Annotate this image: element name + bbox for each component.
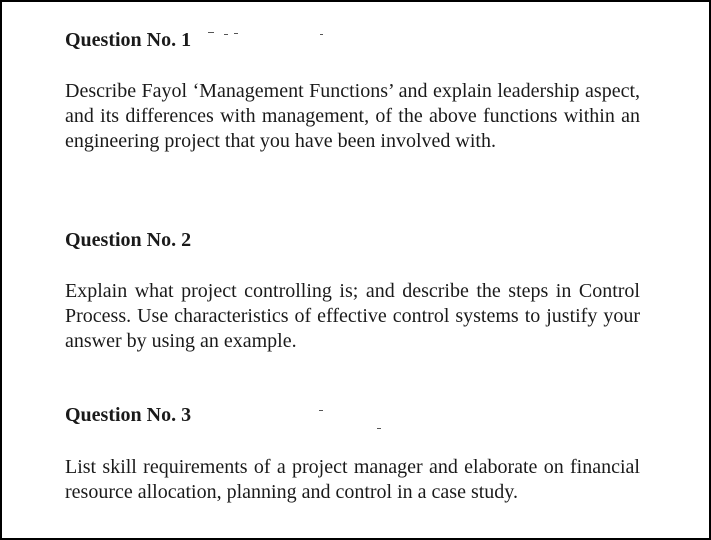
scan-artifact (208, 32, 214, 33)
question-3-heading: Question No. 3 (65, 404, 192, 426)
scan-artifact (320, 34, 323, 35)
scan-artifact (377, 428, 381, 429)
scan-artifact (234, 33, 238, 34)
document-page (2, 2, 709, 538)
scan-artifact (224, 34, 228, 35)
question-2-text: Explain what project controlling is; and describe the steps in Control Process. Use characteristics of effective control systems to justify your answer by using an example. (65, 280, 640, 352)
question-2-heading: Question No. 2 (65, 229, 192, 251)
question-1-text: Describe Fayol ‘Management Functions’ and explain leadership aspect, and its differences with management, of the above functions within an engineering project that you have been involved with. (65, 80, 640, 152)
question-3-text: List skill requirements of a project manager and elaborate on financial resource allocation, planning and control in a case study. (65, 456, 640, 503)
scan-artifact (319, 410, 323, 411)
question-1-heading: Question No. 1 (65, 29, 192, 51)
